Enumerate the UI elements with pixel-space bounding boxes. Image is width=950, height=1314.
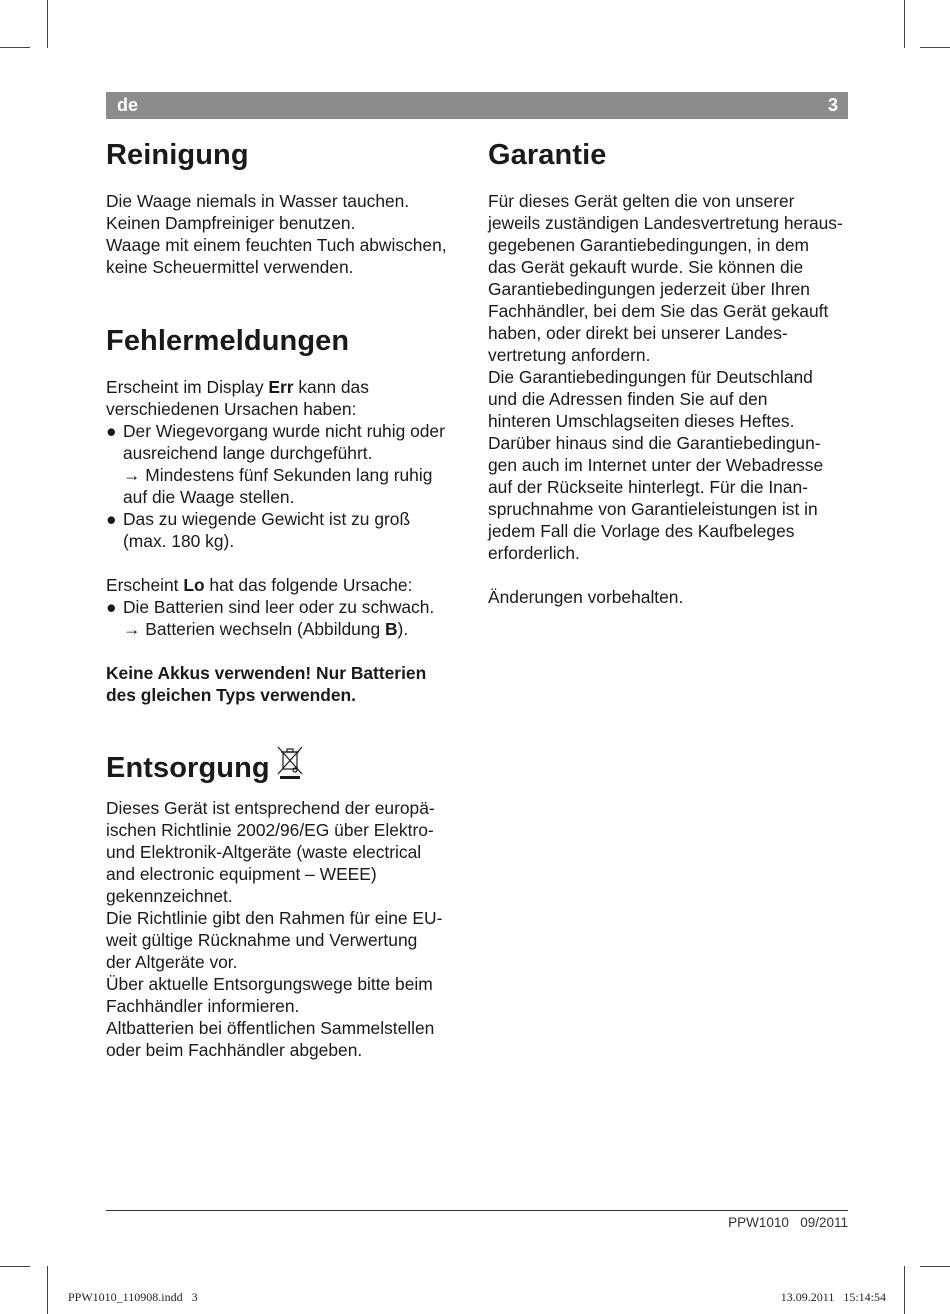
figure-reference: B xyxy=(384,619,398,639)
text-line: Die Richtlinie gibt den Rahmen für eine EU- xyxy=(106,908,443,928)
list-item: ● Der Wiegevorgang wurde nicht ruhig oder ausreichend lange durchgeführt. → Mindestens fünf Sekunden lang ruhig auf die Waage stellen. xyxy=(106,421,445,507)
text-line: weit gültige Rücknahme und Verwertung xyxy=(106,930,418,950)
text-line: gegebenen Garantiebedingungen, in dem xyxy=(488,235,810,255)
language-code: de xyxy=(117,95,139,115)
page-number: 3 xyxy=(827,95,838,115)
warning-text: des gleichen Typs verwenden. xyxy=(106,685,356,705)
lo-intro: Erscheint Lo hat das folgende Ursache: xyxy=(106,575,413,595)
section-body xyxy=(106,797,471,1061)
section-body xyxy=(106,376,471,706)
section-reinigung xyxy=(106,136,471,278)
bullet-icon: ● xyxy=(106,509,117,529)
crop-mark xyxy=(47,0,48,48)
text-line: das Gerät gekauft wurde. Sie können die xyxy=(488,257,804,277)
crop-mark xyxy=(904,1266,905,1314)
crop-mark xyxy=(904,0,905,48)
text-line: jeweils zuständigen Landesvertretung heraus- xyxy=(488,213,843,233)
text-line: Waage mit einem feuchten Tuch abwischen, xyxy=(106,235,447,255)
right-column xyxy=(488,136,853,608)
section-body xyxy=(106,190,471,278)
err-code: Err xyxy=(268,377,294,397)
crop-mark xyxy=(47,1266,48,1314)
text-line: Für dieses Gerät gelten die von unserer xyxy=(488,191,795,211)
text-line: hinteren Umschlagseiten dieses Heftes. xyxy=(488,411,795,431)
crop-mark xyxy=(920,47,950,48)
text-line: erforderlich. xyxy=(488,543,580,563)
text-line: and electronic equipment – WEEE) xyxy=(106,864,377,884)
section-title: Entsorgung xyxy=(106,744,471,787)
text-line: Keinen Dampfreiniger benutzen. xyxy=(106,213,356,233)
text-line: ischen Richtlinie 2002/96/EG über Elektro- xyxy=(106,820,434,840)
list-item: ● Das zu wiegende Gewicht ist zu groß (max. 180 kg). xyxy=(106,509,411,551)
text-line: Die Waage niemals in Wasser tauchen. xyxy=(106,191,410,211)
text-line: oder beim Fachhändler abgeben. xyxy=(106,1040,363,1060)
text-line: gekennzeichnet. xyxy=(106,886,233,906)
section-body xyxy=(488,190,853,608)
text-line: jedem Fall die Vorlage des Kaufbeleges xyxy=(488,521,795,541)
warning-text: Keine Akkus verwenden! Nur Batterien xyxy=(106,663,427,683)
section-entsorgung xyxy=(106,744,471,1061)
text-line: Über aktuelle Entsorgungswege bitte beim xyxy=(106,974,433,994)
closing-note: Änderungen vorbehalten. xyxy=(488,587,684,607)
crop-mark xyxy=(0,1266,30,1267)
text-line: vertretung anfordern. xyxy=(488,345,651,365)
section-title: Garantie xyxy=(488,139,607,171)
text-line: auf der Rückseite hinterlegt. Für die Inan- xyxy=(488,477,808,497)
section-title: Fehlermeldungen xyxy=(106,325,350,357)
footer-rule xyxy=(106,1210,848,1211)
text-line: der Altgeräte vor. xyxy=(106,952,238,972)
text-line: Die Garantiebedingungen für Deutschland xyxy=(488,367,813,387)
crossed-out-wheelie-bin-icon xyxy=(276,744,304,780)
text-line: Fachhändler, bei dem Sie das Gerät gekauft xyxy=(488,301,829,321)
print-slug-timestamp: 13.09.2011 15:14:54 xyxy=(780,1290,886,1304)
section-title: Reinigung xyxy=(106,139,249,171)
section-fehlermeldungen xyxy=(106,322,471,706)
text-line: Dieses Gerät ist entsprechend der europä- xyxy=(106,798,435,818)
text-line: verschiedenen Ursachen haben: xyxy=(106,399,357,419)
section-garantie xyxy=(488,136,853,608)
text-line: Garantiebedingungen jederzeit über Ihren xyxy=(488,279,810,299)
text-line: Darüber hinaus sind die Garantiebedingun- xyxy=(488,433,821,453)
text-line: gen auch im Internet unter der Webadresse xyxy=(488,455,824,475)
list-item: ● Die Batterien sind leer oder zu schwach. → Batterien wechseln (Abbildung B). xyxy=(106,597,435,639)
footer-product-code: PPW1010 09/2011 xyxy=(728,1215,848,1230)
lo-code: Lo xyxy=(183,575,205,595)
crop-mark xyxy=(920,1266,950,1267)
left-column xyxy=(106,136,471,1061)
page-header-bar xyxy=(106,92,848,119)
print-slug-file: PPW1010_110908.indd 3 xyxy=(68,1290,198,1304)
text-line: keine Scheuermittel verwenden. xyxy=(106,257,354,277)
bullet-icon: ● xyxy=(106,597,117,617)
text-line: Fachhändler informieren. xyxy=(106,996,300,1016)
text-line: und die Adressen finden Sie auf den xyxy=(488,389,768,409)
bullet-icon: ● xyxy=(106,421,117,441)
text-line: Altbatterien bei öffentlichen Sammelstellen xyxy=(106,1018,435,1038)
text-line: und Elektronik-Altgeräte (waste electrical xyxy=(106,842,422,862)
text-line: spruchnahme von Garantieleistungen ist in xyxy=(488,499,818,519)
text-line: haben, oder direkt bei unserer Landes- xyxy=(488,323,788,343)
crop-mark xyxy=(0,47,30,48)
err-intro: Erscheint im Display Err kann das xyxy=(106,377,369,397)
